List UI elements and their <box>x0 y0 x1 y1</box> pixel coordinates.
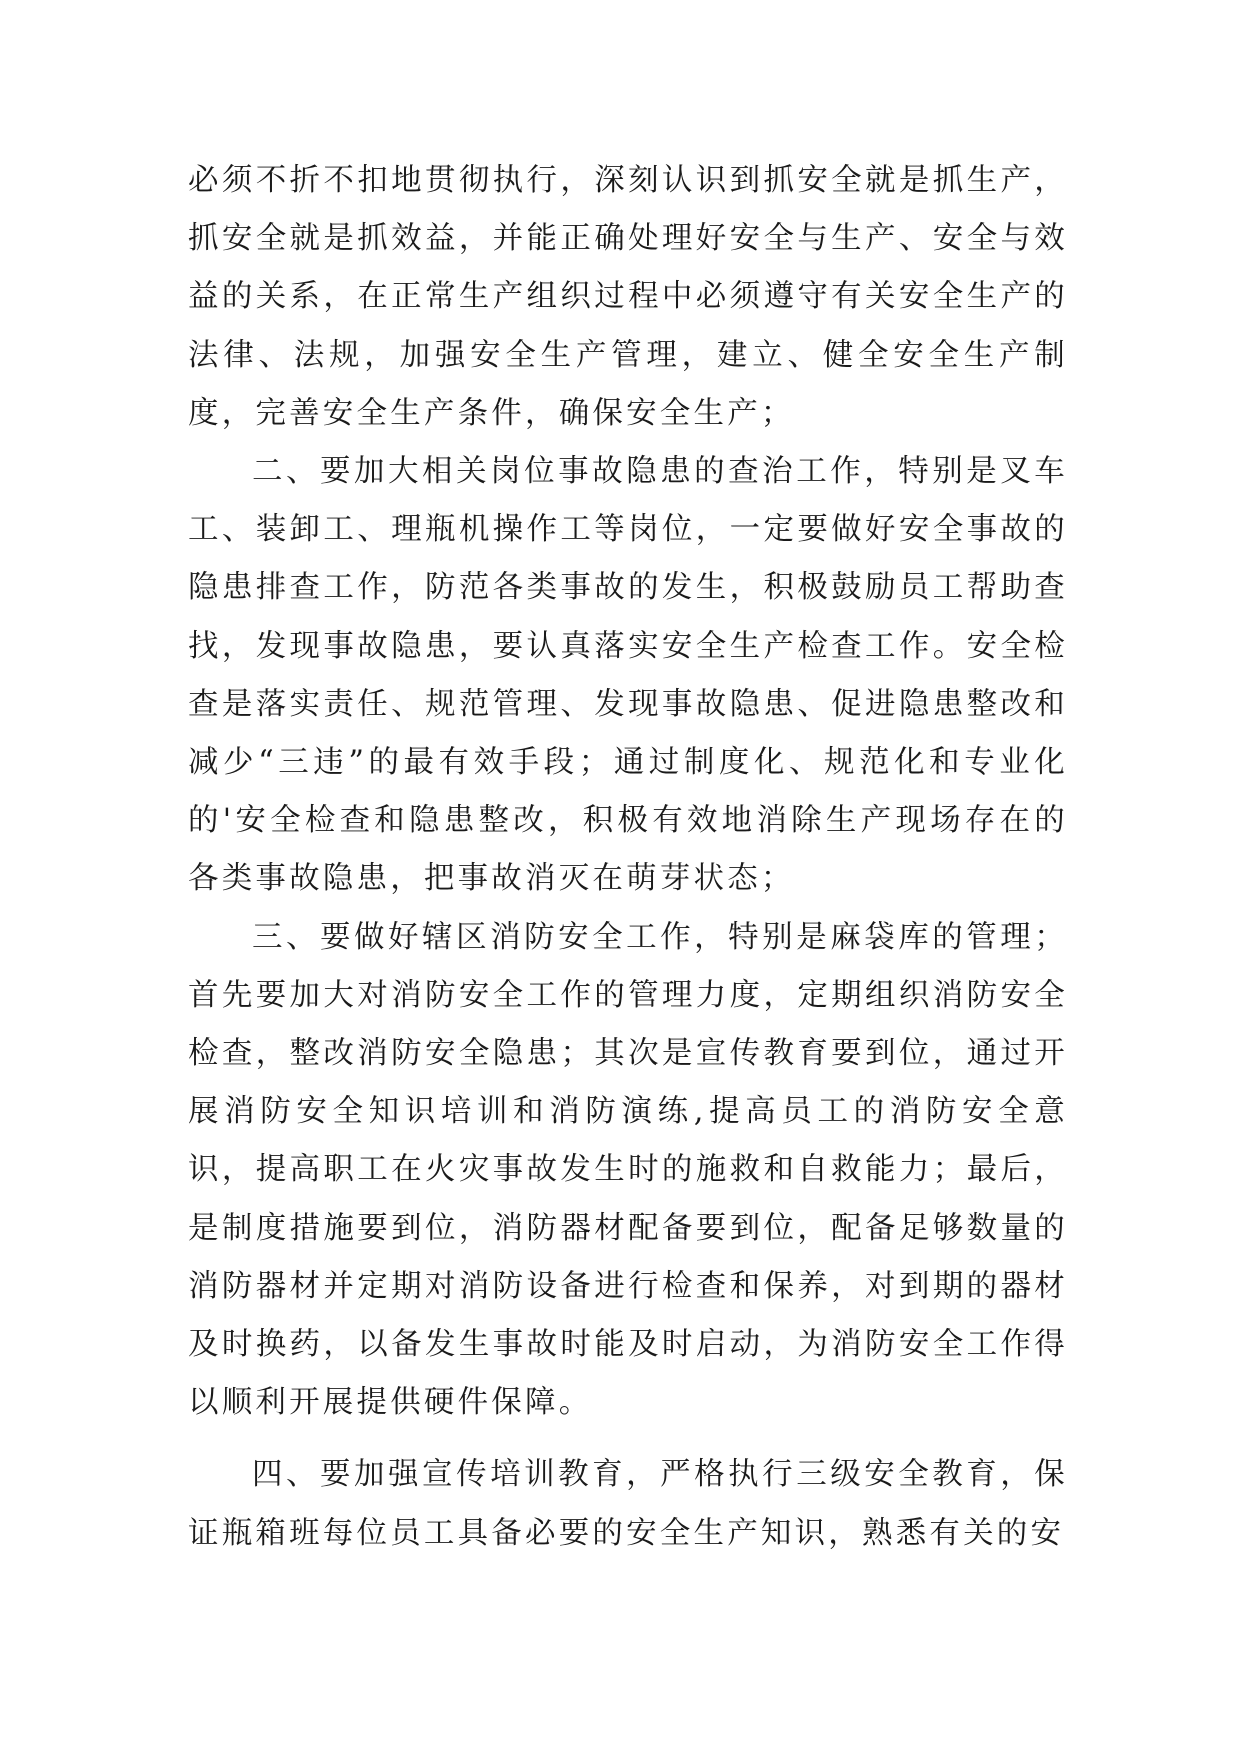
paragraph-item-2: 二、要加大相关岗位事故隐患的查治工作，特别是叉车工、装卸工、理瓶机操作工等岗位，一定要做好安全事故的隐患排查工作，防范各类事故的发生，积极鼓励员工帮助查找，发现事故隐患，要认真落实安全生产检查工作。安全检查是落实责任、规范管理、发现事故隐患、促进隐患整改和减少“三违”的最有效手段；通过制度化、规范化和专业化的'安全检查和隐患整改，积极有效地消除生产现场存在的各类事故隐患，把事故消灭在萌芽状态； <box>188 454 1068 897</box>
paragraph-continuation: 必须不折不扣地贯彻执行，深刻认识到抓安全就是抓生产，抓安全就是抓效益，并能正确处理好安全与生产、安全与效益的关系，在正常生产组织过程中必须遵守有关安全生产的法律、法规，加强安全生产管理，建立、健全安全生产制度，完善安全生产条件，确保安全生产； <box>188 163 1068 431</box>
paragraph-item-3: 三、要做好辖区消防安全工作，特别是麻袋库的管理；首先要加大对消防安全工作的管理力度，定期组织消防安全检查，整改消防安全隐患；其次是宣传教育要到位，通过开展消防安全知识培训和消防演练,提高员工的消防安全意识，提高职工在火灾事故发生时的施救和自救能力；最后，是制度措施要到位，消防器材配备要到位，配备足够数量的消防器材并定期对消防设备进行检查和保养，对到期的器材及时换药，以备发生事故时能及时启动，为消防安全工作得以顺利开展提供硬件保障。 <box>188 919 1068 1421</box>
body-text <box>188 152 1068 1563</box>
paragraph-item-4: 四、要加强宣传培训教育，严格执行三级安全教育，保证瓶箱班每位员工具备必要的安全生产知识，熟悉有关的安 <box>188 1457 1068 1551</box>
